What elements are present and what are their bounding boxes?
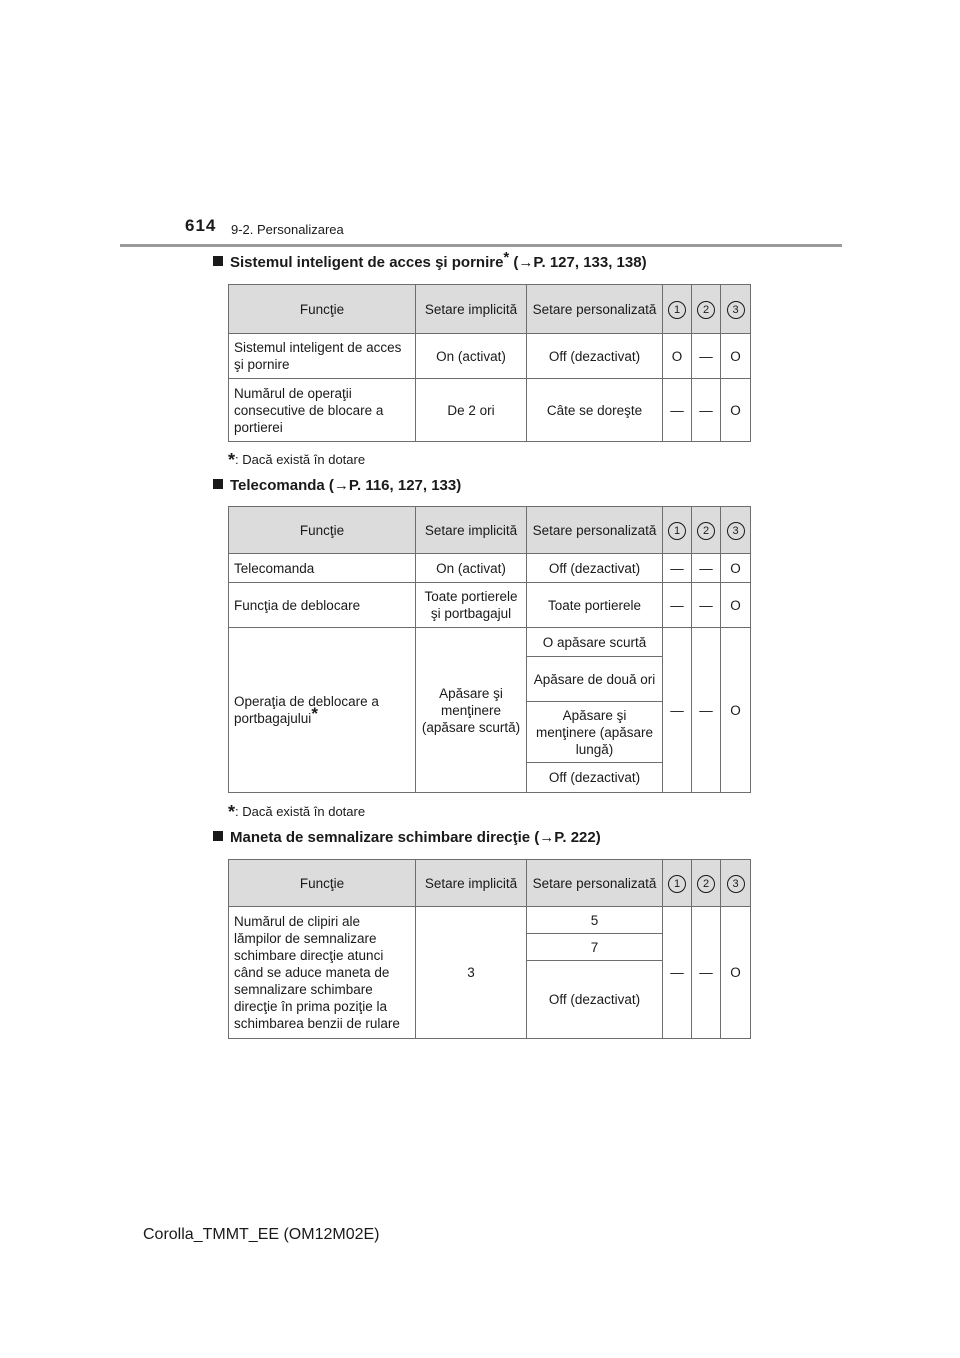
col-header-1 — [663, 860, 692, 907]
col-header-2 — [692, 507, 721, 554]
col-header-2 — [692, 285, 721, 334]
circled-one-icon: 1 — [668, 522, 686, 540]
circled-three-icon: 3 — [727, 875, 745, 893]
col-header-1 — [663, 507, 692, 554]
header-divider — [120, 244, 842, 247]
table-row: Off (dezactivat) — [229, 763, 751, 793]
table-row: Apăsare de două ori — [229, 657, 751, 702]
circled-one-icon: 1 — [668, 301, 686, 319]
table-remote — [228, 506, 751, 793]
footer-doc-id: Corolla_TMMT_EE (OM12M02E) — [143, 1226, 380, 1243]
col-header-functie: Funcţie — [229, 507, 416, 554]
col-header-implicit: Setare implicită — [416, 507, 527, 554]
table-row: Funcţia de deblocare Toate portierele şi portbagajul Toate portierele — — O — [229, 583, 751, 628]
asterisk-mark: * — [503, 249, 510, 266]
circled-three-icon: 3 — [727, 522, 745, 540]
table-smart-entry — [228, 284, 751, 442]
table-row: Off (dezactivat) — [229, 961, 751, 1039]
col-header-2 — [692, 860, 721, 907]
page-number: 614 — [185, 216, 217, 235]
square-bullet-icon — [213, 256, 223, 266]
col-header-1 — [663, 285, 692, 334]
table-header-row — [229, 860, 751, 907]
section-title: 9-2. Personalizarea — [231, 222, 344, 237]
table-header-row — [229, 507, 751, 554]
circled-two-icon: 2 — [697, 301, 715, 319]
col-header-3 — [721, 860, 751, 907]
circled-two-icon: 2 — [697, 522, 715, 540]
table-row: Operaţia de deblocare a portbagajului* Apăsare şi menţinere (apăsare scurtă) O apăsare scurtă — — O — [229, 628, 751, 657]
col-header-implicit: Setare implicită — [416, 285, 527, 334]
table-header-row — [229, 285, 751, 334]
circled-three-icon: 3 — [727, 301, 745, 319]
circled-two-icon: 2 — [697, 875, 715, 893]
table-row: Numărul de clipiri ale lămpilor de semnalizare schimbare direcţie atunci când se aduce maneta de semnalizare schimbare direcţie în prima poziţie la schimbarea benzii de rulare 3 5 — — O — [229, 907, 751, 934]
heading-smart-entry: Sistemul inteligent de acces şi pornire* (→P. 127, 133, 138) — [213, 254, 647, 271]
cell-functie: Operaţia de deblocare a portbagajului* — [229, 628, 416, 793]
square-bullet-icon — [213, 831, 223, 841]
heading-turn-signal: Maneta de semnalizare schimbare direcţie (→P. 222) — [213, 829, 601, 846]
asterisk-mark: * — [311, 704, 318, 723]
col-header-functie: Funcţie — [229, 285, 416, 334]
footnote-2: *: Dacă există în dotare — [228, 802, 366, 822]
table-turn-signal — [228, 859, 751, 1039]
col-header-personalizat: Setare personalizată — [527, 285, 663, 334]
footnote-1: *: Dacă există în dotare — [228, 450, 366, 470]
col-header-implicit: Setare implicită — [416, 860, 527, 907]
heading-remote: Telecomanda (→P. 116, 127, 133) — [213, 477, 461, 494]
table-row: Apăsare şi menţinere (apăsare lungă) — [229, 702, 751, 763]
col-header-personalizat: Setare personalizată — [527, 507, 663, 554]
table-row: 7 — [229, 934, 751, 961]
col-header-functie: Funcţie — [229, 860, 416, 907]
col-header-personalizat: Setare personalizată — [527, 860, 663, 907]
asterisk-mark: * — [228, 450, 236, 470]
col-header-3 — [721, 507, 751, 554]
table-row: Sistemul inteligent de acces şi pornire On (activat) Off (dezactivat) O — O — [229, 334, 751, 379]
circled-one-icon: 1 — [668, 875, 686, 893]
square-bullet-icon — [213, 479, 223, 489]
table-row: Numărul de operaţii consecutive de blocare a portierei De 2 ori Câte se doreşte — — O — [229, 379, 751, 442]
table-row: Telecomanda On (activat) Off (dezactivat) — — O — [229, 554, 751, 583]
asterisk-mark: * — [228, 802, 236, 822]
col-header-3 — [721, 285, 751, 334]
